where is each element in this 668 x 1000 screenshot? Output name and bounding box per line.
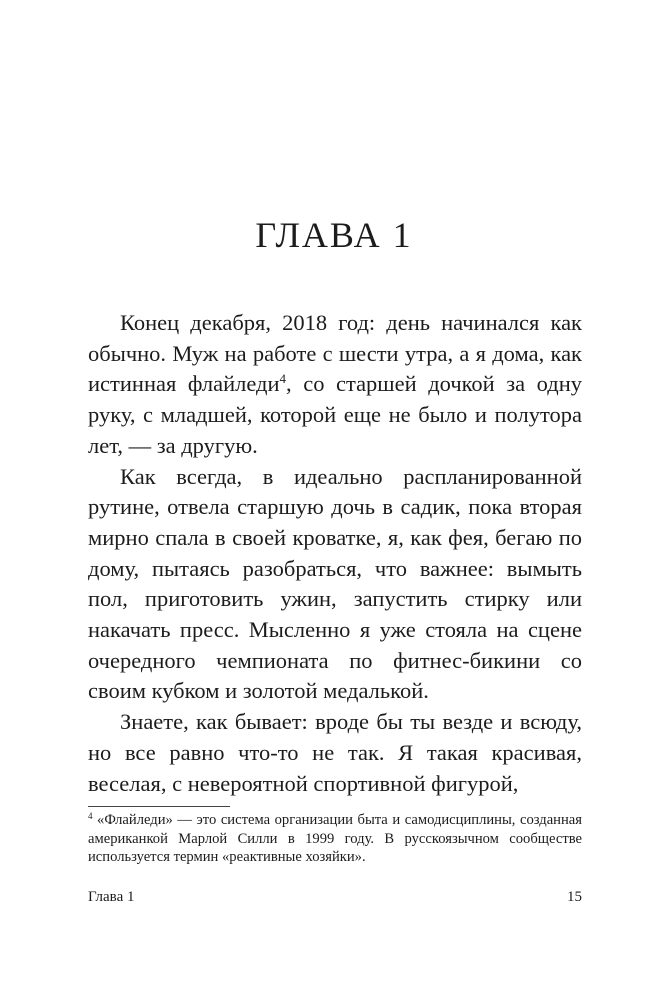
- footnote-reference[interactable]: 4: [279, 371, 287, 387]
- running-head: Глава 1: [88, 889, 135, 905]
- paragraph: Как всегда, в идеально распланированной рутине, отвела старшую дочь в садик, пока вторая мирно спала в своей кроватке, я, как фея, бегаю по дому, пытаясь разобраться, что важнее: вымыть пол, приготовить ужин, запустить стирку или накачать пресс. Мысленно я уже стояла на сцене очередного чемпионата по фитнес-бикини со своим кубком и золотой медалькой.: [88, 463, 582, 704]
- paragraph-text: Конец декабря, 2018 год: день начинался как обычно. Муж на работе с шести утра, а я дома, как истинная флайледи: [88, 310, 582, 397]
- body-text: [88, 308, 582, 799]
- footnote-text: «Флайледи» — это система организации быта и самодисциплины, созданная американкой Марлой Силли в 1999 году. В русскоязычном сообществе используется термин «реактивные хозяйки».: [88, 812, 582, 865]
- paragraph-text: , со старшей дочкой за одну руку, с младшей, которой еще не было и полутора лет, — за другую.: [88, 371, 583, 458]
- paragraph: [88, 308, 582, 462]
- footnote-divider: [88, 806, 230, 807]
- footnote-number: 4: [88, 811, 93, 821]
- chapter-title: ГЛАВА 1: [255, 215, 413, 255]
- page-number: 15: [567, 889, 582, 905]
- paragraph: Знаете, как бывает: вроде бы ты везде и всюду, но все равно что-то не так. Я такая красивая, веселая, с невероятной спортивной фигурой,: [88, 709, 582, 796]
- footnote: [88, 811, 582, 867]
